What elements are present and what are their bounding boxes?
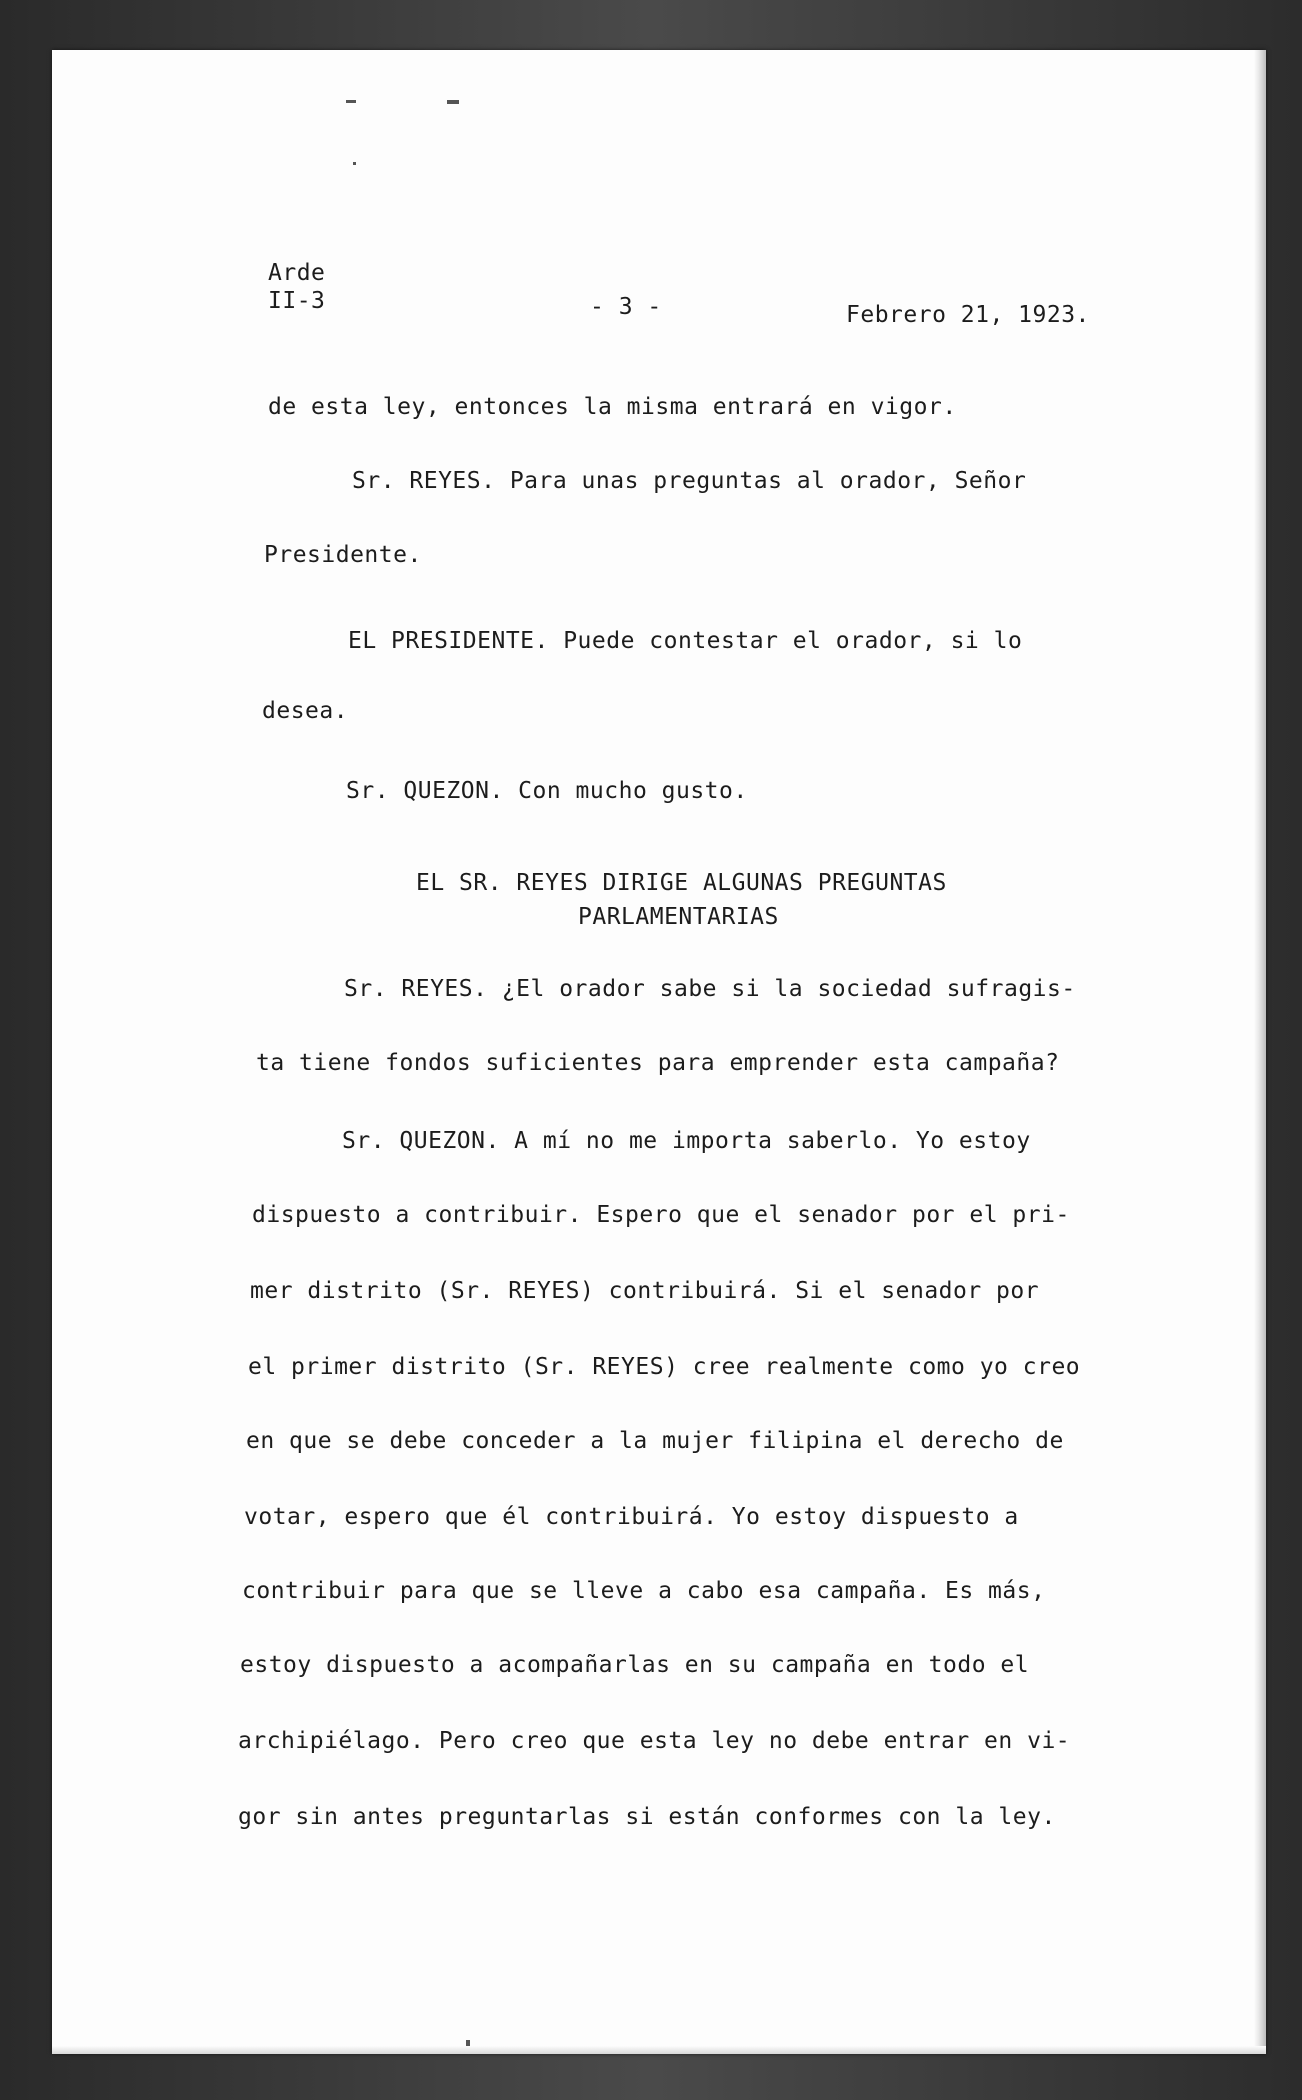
body-line: votar, espero que él contribuirá. Yo estoy dispuesto a xyxy=(244,1504,1019,1530)
scan-speck xyxy=(353,162,356,165)
body-line: estoy dispuesto a acompañarlas en su campaña en todo el xyxy=(240,1652,1030,1678)
body-line: EL PRESIDENTE. Puede contestar el orador, si lo xyxy=(348,628,1023,654)
scan-speck xyxy=(447,100,459,104)
body-line: desea. xyxy=(262,698,349,724)
body-line: mer distrito (Sr. REYES) contribuirá. Si el senador por xyxy=(250,1278,1040,1304)
body-line: Presidente. xyxy=(264,542,422,568)
body-line: archipiélago. Pero creo que esta ley no debe entrar en vi- xyxy=(238,1728,1071,1754)
body-line: Sr. QUEZON. A mí no me importa saberlo. Yo estoy xyxy=(342,1128,1031,1154)
body-line: dispuesto a contribuir. Espero que el senador por el pri- xyxy=(252,1202,1070,1228)
body-line: el primer distrito (Sr. REYES) cree realmente como yo creo xyxy=(248,1354,1081,1380)
page-edge-bottom xyxy=(52,2046,1266,2054)
document-page xyxy=(52,50,1266,2054)
body-line: de esta ley, entonces la misma entrará en vigor. xyxy=(268,394,957,420)
file-code-line-1: Arde xyxy=(268,260,326,286)
scan-speck xyxy=(346,100,356,103)
page-edge-right xyxy=(1254,50,1266,2054)
body-line: contribuir para que se lleve a cabo esa campaña. Es más, xyxy=(242,1578,1046,1604)
body-line: ta tiene fondos suficientes para emprender esta campaña? xyxy=(256,1050,1060,1076)
body-line: gor sin antes preguntarlas si están conformes con la ley. xyxy=(238,1804,1056,1830)
page-number: - 3 - xyxy=(590,294,662,320)
section-heading-line-2: PARLAMENTARIAS xyxy=(578,904,779,930)
document-date: Febrero 21, 1923. xyxy=(846,302,1090,328)
body-line: Sr. REYES. Para unas preguntas al orador, Señor xyxy=(352,468,1027,494)
body-line: Sr. QUEZON. Con mucho gusto. xyxy=(346,778,748,804)
body-line: Sr. REYES. ¿El orador sabe si la sociedad sufragis- xyxy=(344,976,1076,1002)
section-heading-line-1: EL SR. REYES DIRIGE ALGUNAS PREGUNTAS xyxy=(416,870,947,896)
file-code-line-2: II-3 xyxy=(268,288,326,314)
body-line: en que se debe conceder a la mujer filipina el derecho de xyxy=(246,1428,1064,1454)
scan-speck xyxy=(466,2040,470,2046)
